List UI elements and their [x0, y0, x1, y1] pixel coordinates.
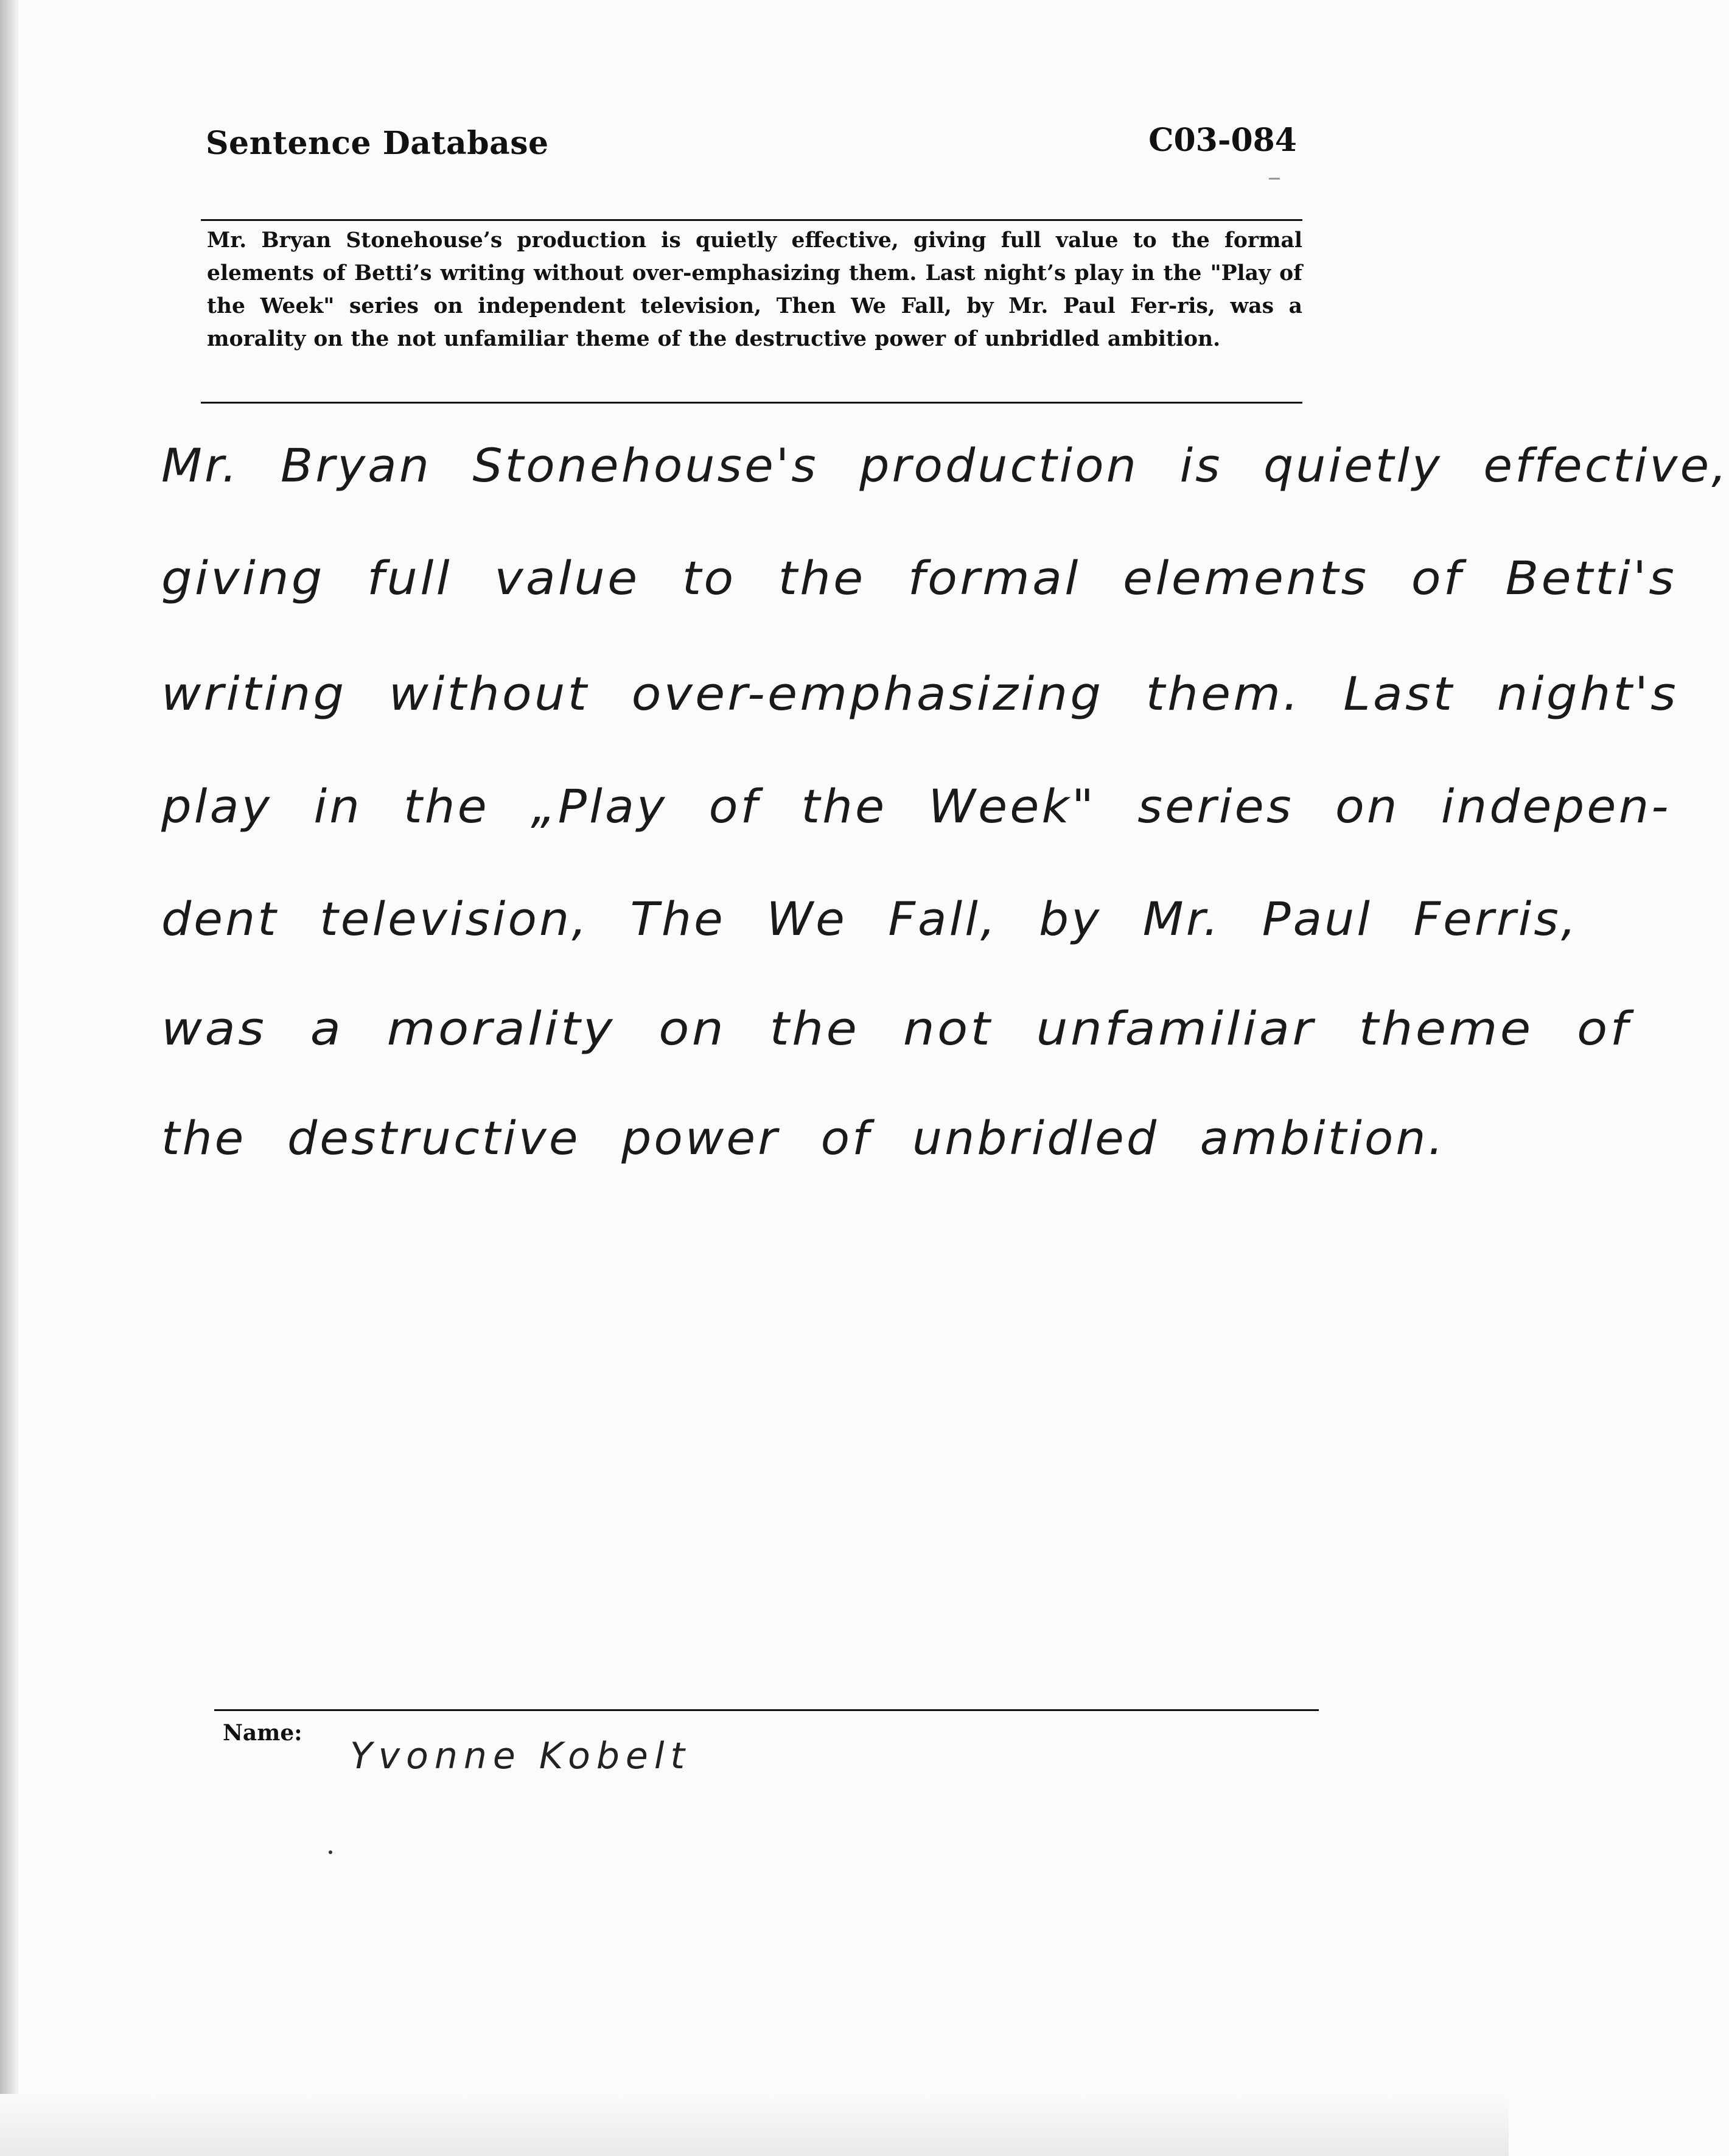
signature: Yvonne Kobelt: [350, 1735, 691, 1777]
name-rule: [214, 1709, 1319, 1711]
handwritten-line: the destructive power of unbridled ambition.: [161, 1111, 1446, 1165]
handwritten-line: giving full value to the formal elements of Betti's: [161, 551, 1677, 605]
scan-speck: [329, 1850, 332, 1854]
handwritten-line: play in the „Play of the Week" series on indepen-: [161, 779, 1671, 833]
prompt-bottom-rule: [201, 402, 1302, 404]
prompt-top-rule: [201, 219, 1302, 221]
scan-bottom-shadow: [0, 2094, 1509, 2156]
printed-prompt: Mr. Bryan Stonehouse’s production is quietly effective, giving full value to the formal elements of Betti’s writing without over-emphasizing them. Last night’s play in the "Play of the Week" series on independent television, Then We Fall, by Mr. Paul Fer-ris, was a morality on the not unfamiliar theme of the destructive power of unbridled ambition.: [207, 228, 1302, 351]
handwritten-line: writing without over-emphasizing them. Last night's: [161, 667, 1678, 721]
handwritten-transcription: [161, 438, 1729, 1230]
scan-edge-shadow: [0, 0, 18, 2156]
name-label: Name:: [223, 1720, 302, 1746]
form-title: Sentence Database: [206, 125, 549, 162]
handwritten-line: dent television, The We Fall, by Mr. Paul Ferris,: [161, 892, 1579, 946]
scan-mark: [1269, 178, 1280, 180]
handwritten-line: was a morality on the not unfamiliar theme of: [161, 1001, 1630, 1055]
form-id: C03-084: [1148, 122, 1297, 159]
handwritten-line: Mr. Bryan Stonehouse's production is quietly effective,: [161, 438, 1729, 492]
